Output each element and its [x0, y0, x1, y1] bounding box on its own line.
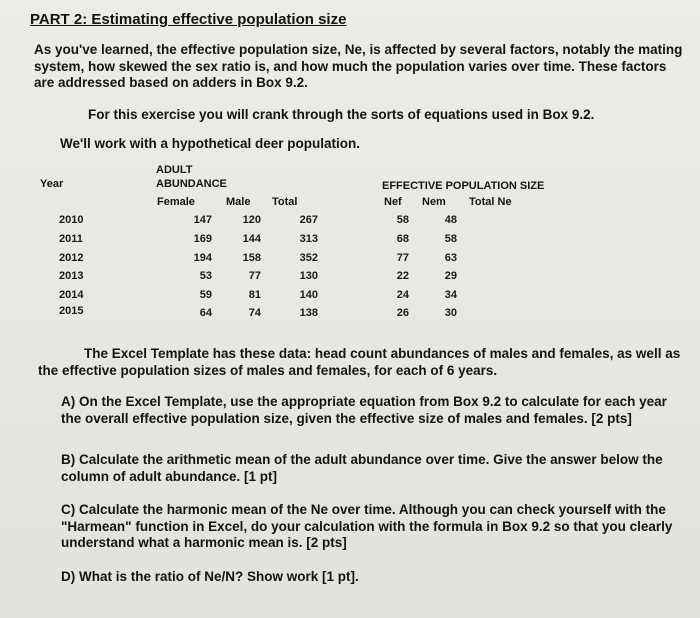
female-cell: 194: [193, 252, 212, 264]
nem-cell: 34: [444, 289, 457, 301]
total-cell: 138: [299, 307, 318, 319]
year-cell: 2012: [59, 252, 84, 264]
nem-cell: 63: [444, 252, 457, 264]
total-cell: 352: [299, 252, 318, 264]
effective-size-header: EFFECTIVE POPULATION SIZE: [382, 180, 545, 192]
page-title: PART 2: Estimating effective population size: [30, 11, 347, 28]
female-cell: 64: [199, 307, 212, 319]
male-cell: 74: [248, 307, 261, 319]
adult-header-line2: ABUNDANCE: [156, 178, 227, 190]
exercise-line: For this exercise you will crank through the sorts of equations used in Box 9.2.: [88, 107, 595, 122]
nem-cell: 29: [444, 270, 457, 282]
nem-cell: 48: [444, 214, 457, 226]
female-cell: 53: [199, 270, 212, 282]
intro-paragraph: As you've learned, the effective population size, Ne, is affected by several factors, notably the mating system, how skewed the sex ratio is, and how much the population varies over time. These factors are addressed based on adders in Box 9.2.: [34, 42, 683, 90]
template-note: The Excel Template has these data: head count abundances of males and females, as well as the effective population sizes of males and females, for each of 6 years.: [38, 346, 681, 378]
question-b: B) Calculate the arithmetic mean of the adult abundance over time. Give the answer below the column of adult abundance. [1 pt]: [61, 452, 663, 484]
nef-cell: 77: [396, 252, 409, 264]
female-cell: 147: [193, 214, 212, 226]
question-d: D) What is the ratio of Ne/N? Show work [1 pt].: [61, 569, 359, 584]
nef-cell: 58: [396, 214, 409, 226]
nef-cell: 26: [396, 307, 409, 319]
nem-cell: 58: [444, 233, 457, 245]
male-cell: 144: [242, 233, 261, 245]
total-header: Total: [272, 196, 298, 208]
total-cell: 140: [299, 289, 318, 301]
male-cell: 158: [242, 252, 261, 264]
female-cell: 169: [193, 233, 212, 245]
year-header: Year: [40, 178, 64, 190]
nef-cell: 22: [396, 270, 409, 282]
total-cell: 313: [299, 233, 318, 245]
female-cell: 59: [199, 289, 212, 301]
male-cell: 120: [242, 214, 261, 226]
nef-header: Nef: [384, 196, 402, 208]
male-cell: 81: [248, 289, 261, 301]
year-cell: 2013: [59, 270, 84, 282]
total-ne-header: Total Ne: [469, 196, 512, 208]
male-header: Male: [226, 196, 251, 208]
year-cell: 2015: [59, 305, 84, 317]
nem-cell: 30: [444, 307, 457, 319]
female-header: Female: [157, 196, 195, 208]
adult-header-line1: ADULT: [156, 164, 193, 176]
year-cell: 2014: [59, 289, 84, 301]
total-cell: 130: [299, 270, 318, 282]
nef-cell: 68: [396, 233, 409, 245]
year-cell: 2010: [59, 214, 84, 226]
year-cell: 2011: [59, 233, 83, 245]
question-c: C) Calculate the harmonic mean of the Ne over time. Although you can check yourself with the "Harmean" function in Excel, do your calculation with the formula in Box 9.2 so that you clearly understand what a harmonic mean is. [2 pts]: [61, 502, 673, 550]
male-cell: 77: [248, 270, 261, 282]
nem-header: Nem: [422, 196, 446, 208]
question-a: A) On the Excel Template, use the appropriate equation from Box 9.2 to calculate for each year the overall effective population size, given the effective size of males and females. [2 pts]: [61, 394, 667, 426]
total-cell: 267: [299, 214, 318, 226]
deer-line: We'll work with a hypothetical deer population.: [60, 136, 360, 151]
nef-cell: 24: [396, 289, 409, 301]
